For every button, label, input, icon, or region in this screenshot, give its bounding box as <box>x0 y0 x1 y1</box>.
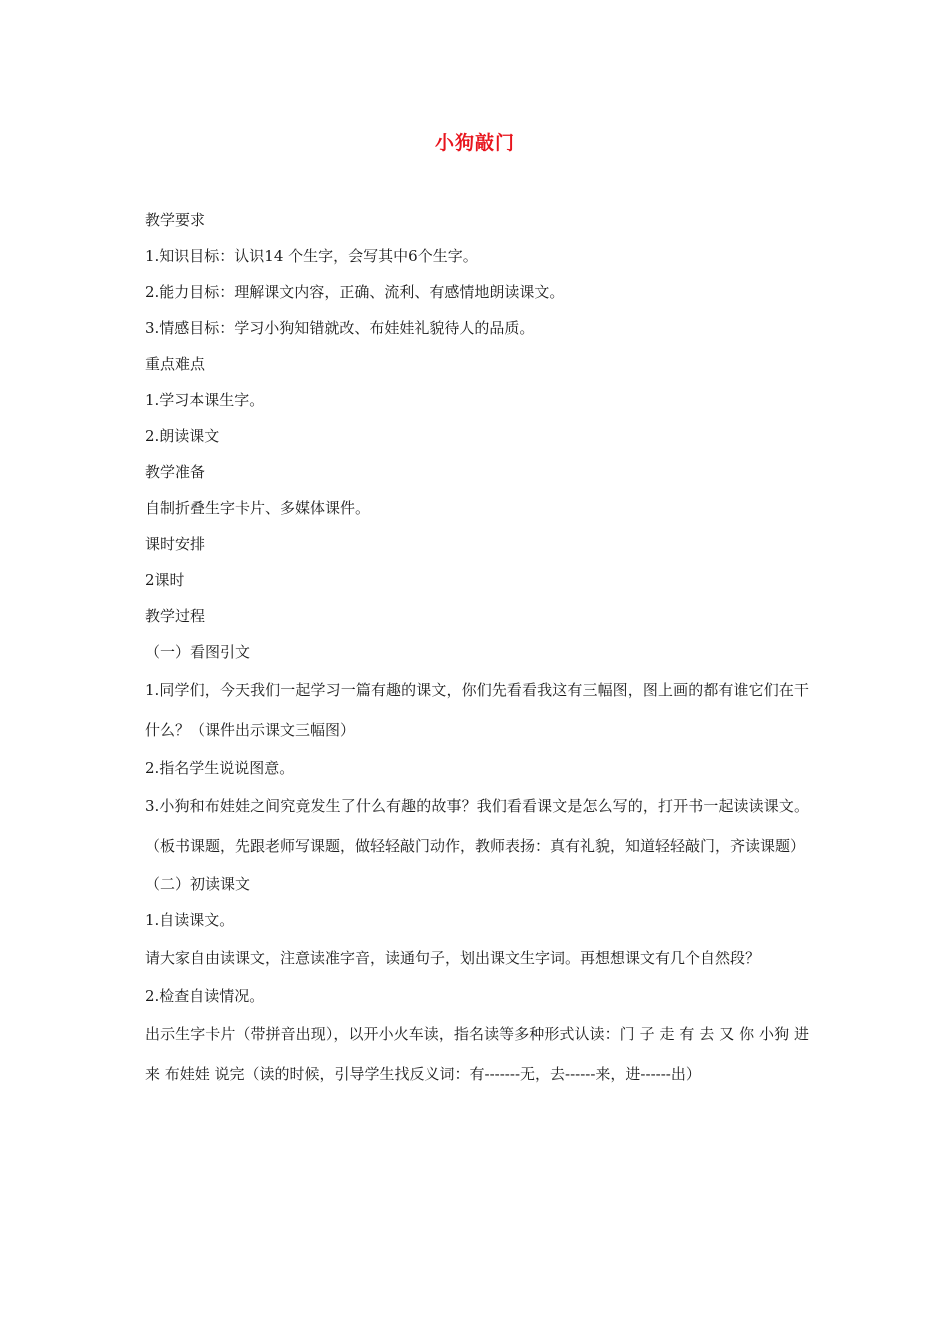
requirement-emotion: 3.情感目标：学习小狗知错就改、布娃娃礼貌待人的品质。 <box>145 319 535 337</box>
section-one-heading: （一）看图引文 <box>145 643 251 661</box>
paragraph-story-question: 3.小狗和布娃娃之间究竟发生了什么有趣的故事？我们看看课文是怎么写的，打开书一起读读课文。（板书课题，先跟老师写课题，做轻轻敲门动作，教师表扬：真有礼貌，知道轻轻敲门，齐读课题） <box>145 797 809 855</box>
requirement-ability: 2.能力目标：理解课文内容，正确、流利、有感情地朗读课文。 <box>145 283 565 301</box>
key-point-1: 1.学习本课生字。 <box>145 391 265 409</box>
paragraph-word-cards: 出示生字卡片（带拼音出现），以开小火车读，指名读等多种形式认读：门 子 走 有 去 又 你 小狗 进来 布娃娃 说完（读的时候，引导学生找反义词：有-------无，去------来，进------出） <box>145 1025 809 1083</box>
heading-schedule: 课时安排 <box>145 535 206 553</box>
section-two-heading: （二）初读课文 <box>145 875 251 893</box>
heading-process: 教学过程 <box>145 607 206 625</box>
preparation-text: 自制折叠生字卡片、多媒体课件。 <box>145 499 371 517</box>
heading-key-points: 重点难点 <box>145 355 206 373</box>
schedule-text: 2课时 <box>145 571 185 589</box>
requirement-knowledge: 1.知识目标：认识14 个生字，会写其中6个生字。 <box>145 247 478 265</box>
step-check-reading: 2.检查自读情况。 <box>145 987 265 1005</box>
step-describe-pictures: 2.指名学生说说图意。 <box>145 759 295 777</box>
heading-teaching-requirements: 教学要求 <box>145 211 206 229</box>
step-self-reading: 1.自读课文。 <box>145 911 235 929</box>
key-point-2: 2.朗读课文 <box>145 427 220 445</box>
document-title: 小狗敲门 <box>434 132 515 154</box>
paragraph-intro: 1.同学们，今天我们一起学习一篇有趣的课文，你们先看看我这有三幅图，图上画的都有谁它们在干什么？（课件出示课文三幅图） <box>145 681 809 739</box>
document-body <box>145 202 809 1094</box>
paragraph-self-reading: 请大家自由读课文，注意读准字音，读通句子，划出课文生字词。再想想课文有几个自然段？ <box>145 949 761 967</box>
heading-preparation: 教学准备 <box>145 463 206 481</box>
